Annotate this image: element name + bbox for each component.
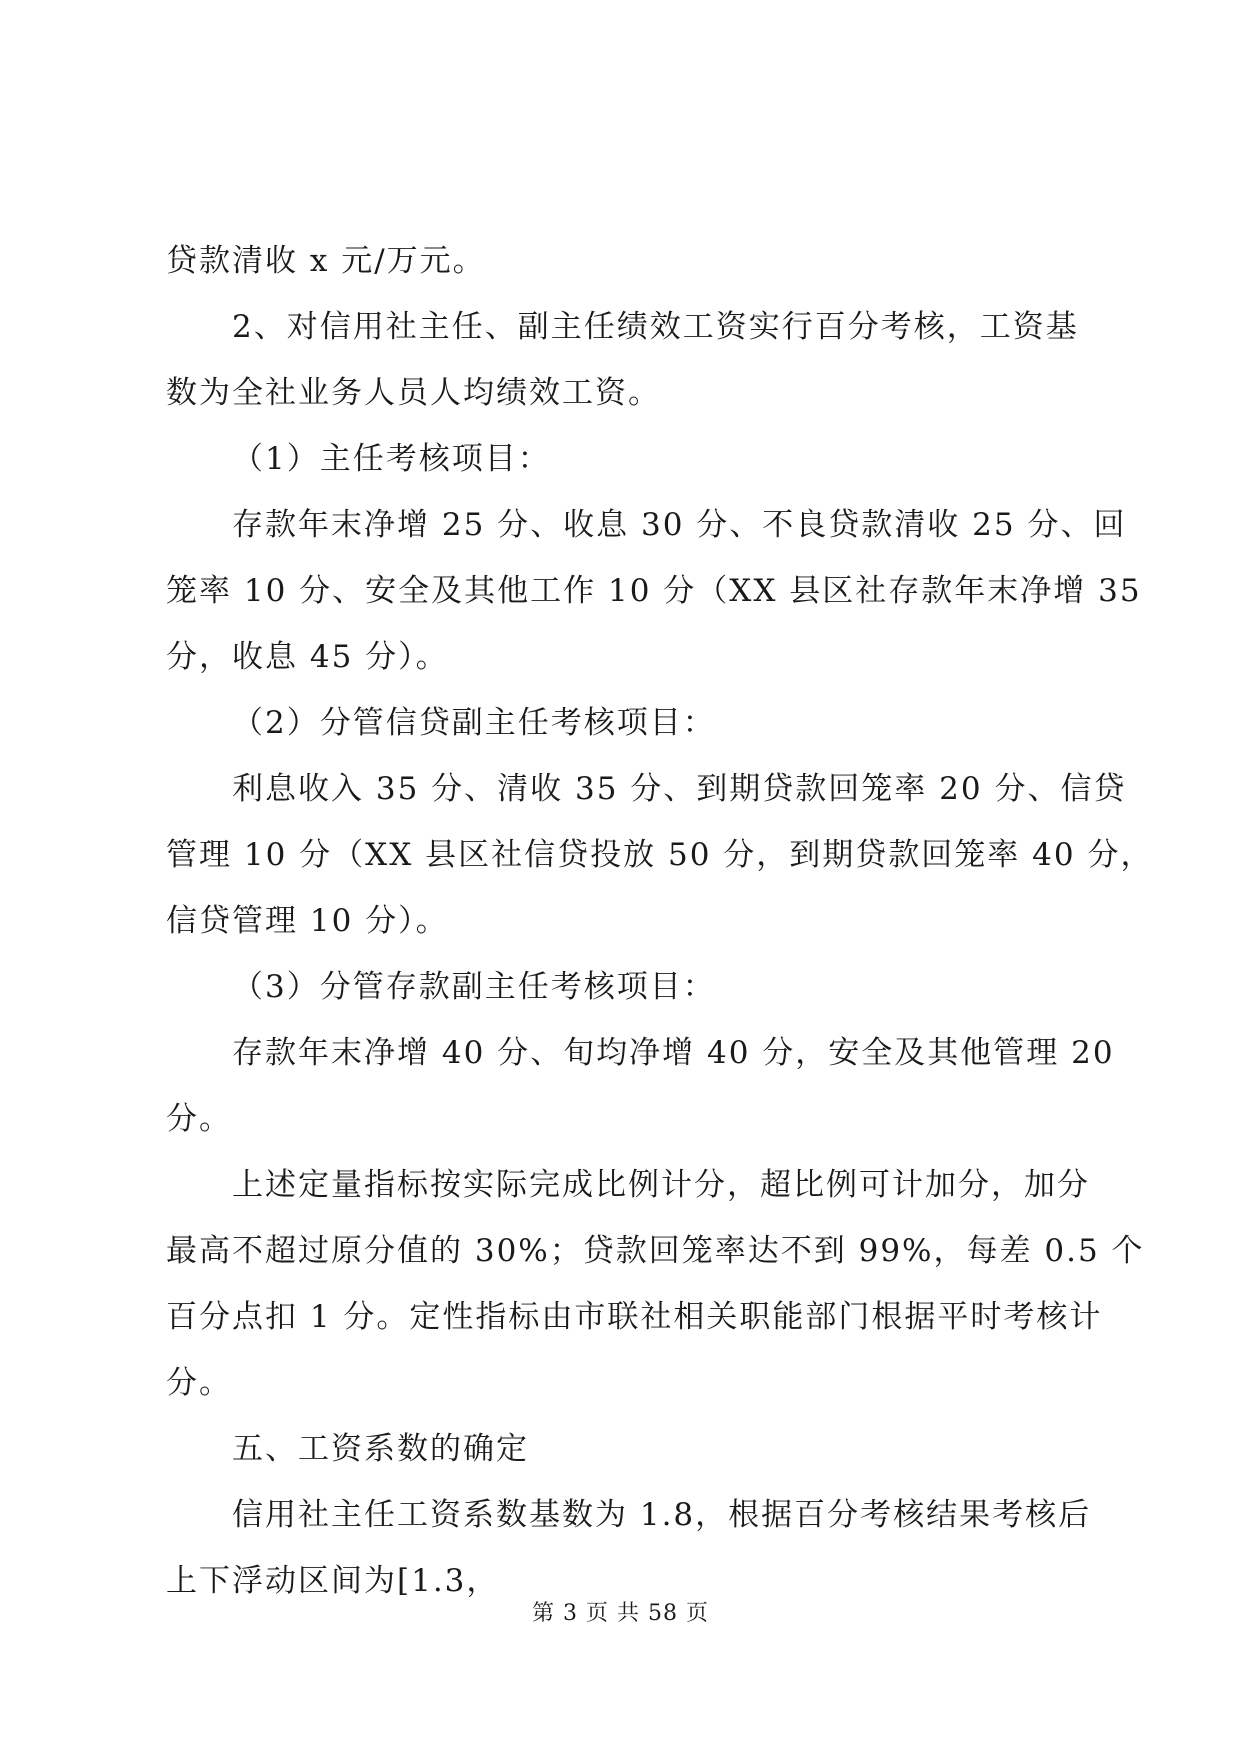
text-line: 信用社主任工资系数基数为 1.8，根据百分考核结果考核后 bbox=[232, 1497, 1092, 1533]
subheading-credit-deputy-items bbox=[166, 690, 1086, 756]
text-line: 最高不超过原分值的 30%；贷款回笼率达不到 99%，每差 0.5 个 bbox=[166, 1233, 1145, 1269]
text-line: 上下浮动区间为[1.3， bbox=[166, 1563, 500, 1599]
text-line: 2、对信用社主任、副主任绩效工资实行百分考核，工资基 bbox=[232, 309, 1079, 345]
text-line: 五、工资系数的确定 bbox=[232, 1431, 529, 1467]
text-line: 贷款清收 x 元/万元。 bbox=[166, 243, 486, 279]
text-line: 上述定量指标按实际完成比例计分，超比例可计加分，加分 bbox=[232, 1167, 1090, 1203]
text-line: 分。 bbox=[166, 1101, 232, 1137]
subheading-director-items bbox=[166, 426, 1086, 492]
text-line: （2）分管信贷副主任考核项目： bbox=[232, 705, 716, 741]
text-line: 分。 bbox=[166, 1365, 232, 1401]
text-line: 信贷管理 10 分）。 bbox=[166, 903, 449, 939]
document-body bbox=[166, 228, 1154, 1614]
section-heading-wage-coefficient bbox=[166, 1416, 1086, 1482]
text-line: 分，收息 45 分）。 bbox=[166, 639, 449, 675]
paragraph-director-items bbox=[166, 492, 1142, 690]
text-line: （1）主任考核项目： bbox=[232, 441, 551, 477]
text-line: 管理 10 分（XX 县区社信贷投放 50 分，到期贷款回笼率 40 分， bbox=[166, 837, 1154, 873]
page-number-footer: 第 3 页 共 58 页 bbox=[532, 1601, 709, 1626]
paragraph-credit-deputy-items bbox=[166, 756, 1154, 954]
paragraph-wage-coefficient bbox=[166, 1482, 1092, 1614]
text-line: 笼率 10 分、安全及其他工作 10 分（XX 县区社存款年末净增 35 bbox=[166, 573, 1142, 609]
text-line: 数为全社业务人员人均绩效工资。 bbox=[166, 375, 661, 411]
text-line: 存款年末净增 25 分、收息 30 分、不良贷款清收 25 分、回 bbox=[232, 507, 1127, 543]
text-line: 存款年末净增 40 分、旬均净增 40 分，安全及其他管理 20 bbox=[232, 1035, 1115, 1071]
text-line: （3）分管存款副主任考核项目： bbox=[232, 969, 716, 1005]
paragraph-deposit-deputy-items bbox=[166, 1020, 1115, 1152]
text-line: 百分点扣 1 分。定性指标由市联社相关职能部门根据平时考核计 bbox=[166, 1299, 1103, 1335]
paragraph-director-assessment bbox=[166, 294, 1086, 426]
paragraph-scoring-rules bbox=[166, 1152, 1145, 1416]
paragraph-loan-recovery bbox=[166, 228, 1086, 294]
text-line: 利息收入 35 分、清收 35 分、到期贷款回笼率 20 分、信贷 bbox=[232, 771, 1127, 807]
subheading-deposit-deputy-items bbox=[166, 954, 1086, 1020]
